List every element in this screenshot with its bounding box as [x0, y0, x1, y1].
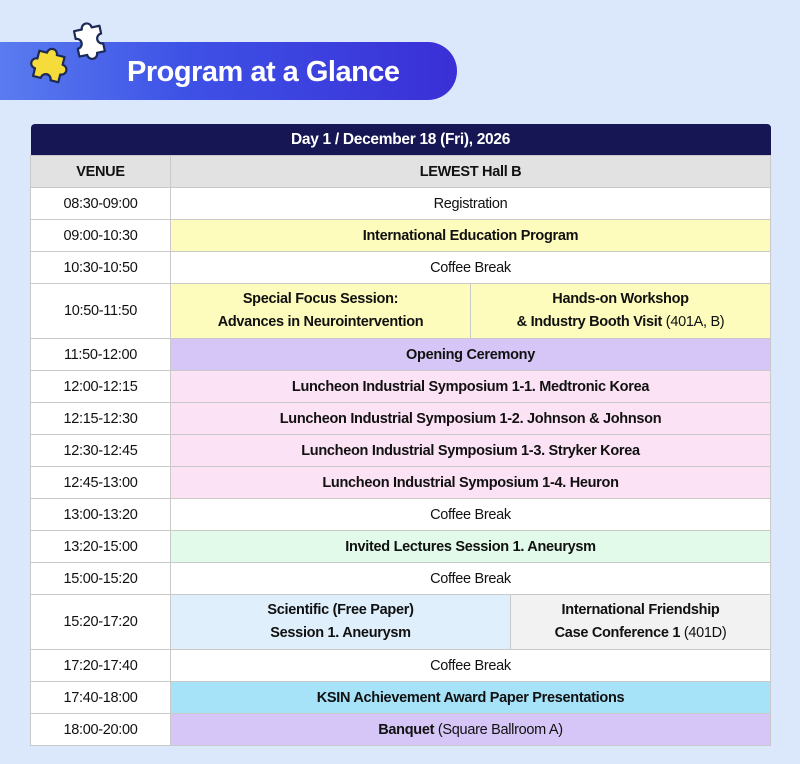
- table-row: [31, 188, 771, 220]
- event-cell: Luncheon Industrial Symposium 1-2. Johnson & Johnson: [171, 403, 771, 435]
- event-cell: KSIN Achievement Award Paper Presentations: [171, 682, 771, 714]
- time-cell: 15:20-17:20: [31, 595, 171, 650]
- table-row: [31, 595, 771, 650]
- time-cell: 12:00-12:15: [31, 371, 171, 403]
- time-cell: 13:00-13:20: [31, 499, 171, 531]
- event-cell: Invited Lectures Session 1. Aneurysm: [171, 531, 771, 563]
- event-cell-right: [471, 284, 771, 339]
- event-cell-right: [511, 595, 771, 650]
- event-line: Scientific (Free Paper): [267, 602, 414, 618]
- room-note: (401D): [680, 625, 727, 641]
- event-line: Special Focus Session:: [242, 291, 399, 307]
- time-cell: 09:00-10:30: [31, 220, 171, 252]
- time-cell: 11:50-12:00: [31, 339, 171, 371]
- table-row: [31, 284, 771, 339]
- event-line: Hands-on Workshop: [552, 291, 689, 307]
- day-title: Day 1 / December 18 (Fri), 2026: [31, 124, 771, 156]
- time-cell: 10:50-11:50: [31, 284, 171, 339]
- event-cell: Luncheon Industrial Symposium 1-1. Medtronic Korea: [171, 371, 771, 403]
- event-cell: Coffee Break: [171, 499, 771, 531]
- table-row: [31, 435, 771, 467]
- time-cell: 12:45-13:00: [31, 467, 171, 499]
- table-row: [31, 403, 771, 435]
- table-row: [31, 371, 771, 403]
- event-cell: [171, 714, 771, 746]
- event-cell: Opening Ceremony: [171, 339, 771, 371]
- room-note: (401A, B): [662, 314, 725, 330]
- event-line: Advances in Neurointervention: [217, 314, 424, 330]
- event-cell: Luncheon Industrial Symposium 1-4. Heuron: [171, 467, 771, 499]
- table-row: [31, 220, 771, 252]
- event-line: International Friendship: [561, 602, 720, 618]
- time-cell: 08:30-09:00: [31, 188, 171, 220]
- time-cell: 17:40-18:00: [31, 682, 171, 714]
- time-cell: 10:30-10:50: [31, 252, 171, 284]
- event-line-main: & Industry Booth Visit: [516, 314, 663, 330]
- time-cell: 12:15-12:30: [31, 403, 171, 435]
- time-cell: 15:00-15:20: [31, 563, 171, 595]
- room-note: (Square Ballroom A): [434, 721, 563, 738]
- event-cell-left: [171, 284, 471, 339]
- puzzle-icon: [26, 38, 76, 94]
- table-row: [31, 563, 771, 595]
- time-cell: 12:30-12:45: [31, 435, 171, 467]
- event-main: Banquet: [378, 721, 435, 738]
- event-line-main: Case Conference 1: [554, 625, 681, 641]
- table-row: [31, 499, 771, 531]
- table-row: [31, 252, 771, 284]
- page-title: Program at a Glance: [127, 56, 400, 88]
- table-row: [31, 714, 771, 746]
- table-row: [31, 339, 771, 371]
- time-cell: 13:20-15:00: [31, 531, 171, 563]
- time-cell: 17:20-17:40: [31, 650, 171, 682]
- event-cell: Coffee Break: [171, 563, 771, 595]
- event-line: Session 1. Aneurysm: [270, 625, 411, 641]
- event-cell: Coffee Break: [171, 650, 771, 682]
- table-row: [31, 531, 771, 563]
- event-line: [511, 622, 770, 645]
- venue-header: VENUE: [31, 156, 171, 188]
- hall-header: LEWEST Hall B: [171, 156, 771, 188]
- table-row: [31, 467, 771, 499]
- event-cell: Coffee Break: [171, 252, 771, 284]
- event-cell: Registration: [171, 188, 771, 220]
- table-row: [31, 682, 771, 714]
- program-table: [30, 124, 771, 746]
- event-cell: International Education Program: [171, 220, 771, 252]
- table-row: [31, 650, 771, 682]
- event-cell: Luncheon Industrial Symposium 1-3. Stryker Korea: [171, 435, 771, 467]
- time-cell: 18:00-20:00: [31, 714, 171, 746]
- event-cell-left: [171, 595, 511, 650]
- event-line: [471, 311, 770, 334]
